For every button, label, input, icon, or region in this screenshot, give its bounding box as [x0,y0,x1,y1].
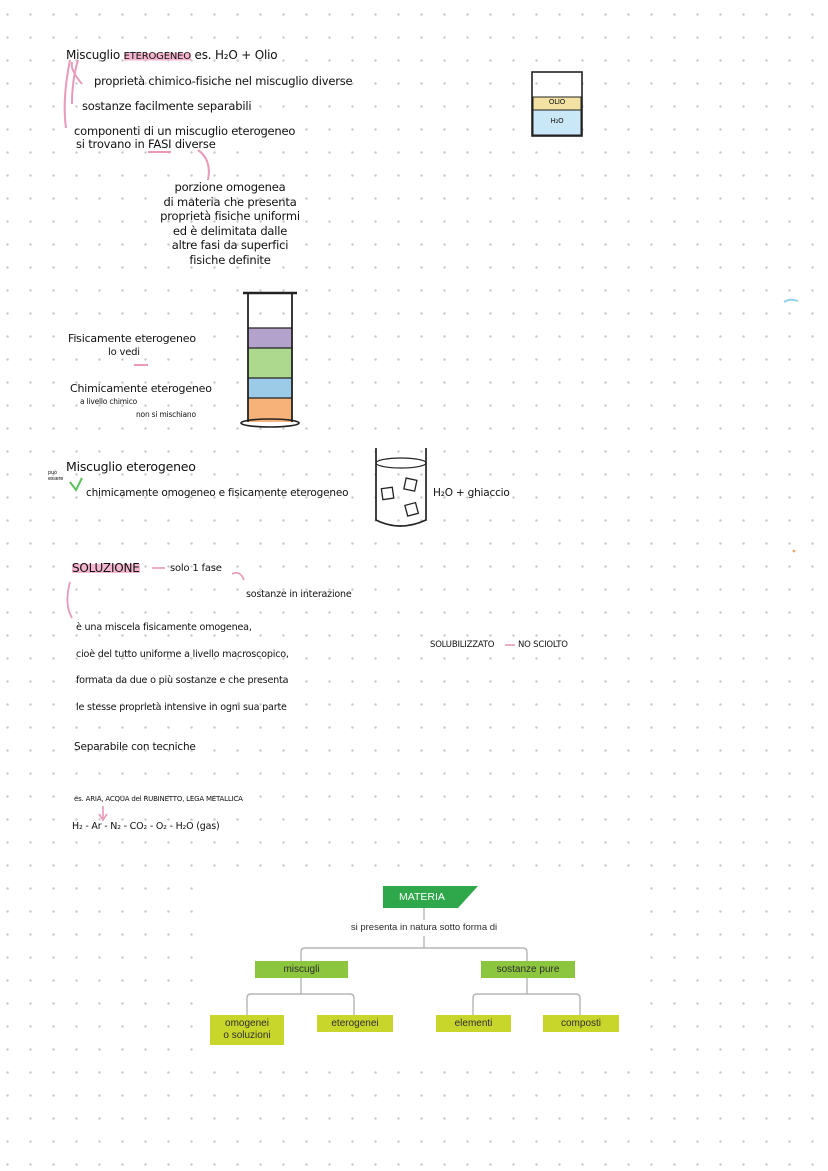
fase-definition: porzione omogenea di materia che presenta proprietà fisiche uniformi ed è delimitata dalle altre fasi da superfici fisiche definite [160,180,300,267]
pink-down-arrow [99,806,107,820]
line-componenti: componenti di un miscuglio eterogeneo [74,124,296,138]
fisicamente-eterogeneo: Fisicamente eterogeneo [68,332,196,345]
cylinder-drawing [241,293,299,427]
stray-orange-dot [793,550,796,553]
label-olio: OLIO [548,98,566,106]
cylinder-layer-purple [248,328,292,348]
miscuglio-eterogeneo-title: Miscuglio eterogeneo [66,459,196,474]
examples: es. ARIA, ACQUA del RUBINETTO, LEGA METALLICA [74,795,243,803]
green-check-arrow [70,478,82,490]
non-si-mischiano: non si mischiano [136,410,196,419]
label-h2o: H₂O [550,117,564,125]
sostanze-in-interazione: sostanze in interazione [246,589,352,600]
cylinder-layer-blue [248,378,292,398]
pink-arrow-fasi [198,150,209,180]
fasi-underline: FASI [148,137,172,151]
sostanze-pure-box: sostanze pure [481,961,575,978]
omogenei-box: omogenei o soluzioni [210,1015,284,1045]
materia-box: MATERIA [399,891,445,903]
pink-bracket-3 [65,60,70,128]
solo-1-fase: solo 1 fase [170,563,222,574]
elementi-box: elementi [436,1015,511,1032]
bullet-proprieta: proprietà chimico-fisiche nel miscuglio diverse [94,74,353,88]
a-livello-chimico: a livello chimico [80,397,138,406]
diagram-caption: si presenta in natura sotto forma di [350,922,498,933]
pink-arrow-soluzione [67,582,72,618]
ghiaccio-label: H₂O + ghiaccio [433,487,510,499]
separabile: Separabile con tecniche [74,741,196,753]
section1-title: Miscuglio ETEROGENEO es. H₂O + Olio [66,48,278,62]
cylinder-layer-green [248,348,292,378]
pink-curve-soluzione [232,573,244,580]
eterogeneo-highlight: ETEROGENEO [123,51,191,62]
miscugli-box: miscugli [255,961,348,978]
bullet-sostanze: sostanze facilmente separabili [82,99,252,113]
composti-box: composti [543,1015,619,1032]
no-sciolto: NO SCIOLTO [518,640,568,650]
gas-formula: H₂ - Ar - N₂ - CO₂ - O₂ - H₂O (gas) [72,821,220,832]
soluzione-title: SOLUZIONE [72,561,140,575]
lo-vedi: lo vedi [108,347,140,358]
puo-essere-note: può essere [48,470,64,482]
ice-beaker-drawing [376,448,426,526]
eterogenei-box: eterogenei [317,1015,393,1032]
line-fasi: si trovano in FASI diverse [76,137,216,151]
chimicamente-eterogeneo: Chimicamente eterogeneo [70,382,212,395]
solubilizzato: SOLUBILIZZATO [430,640,495,650]
soluzione-definition: è una miscela fisicamente omogenea, cioè del tutto uniforme a livello macroscopico, formata da due o più sostanze e che presenta le stesse proprietà intensive in ogni sua parte [76,622,289,713]
stray-blue-mark [784,300,798,302]
chimicamente-omogeneo-line: chimicamente omogeneo e fisicamente eterogeneo [86,487,349,499]
